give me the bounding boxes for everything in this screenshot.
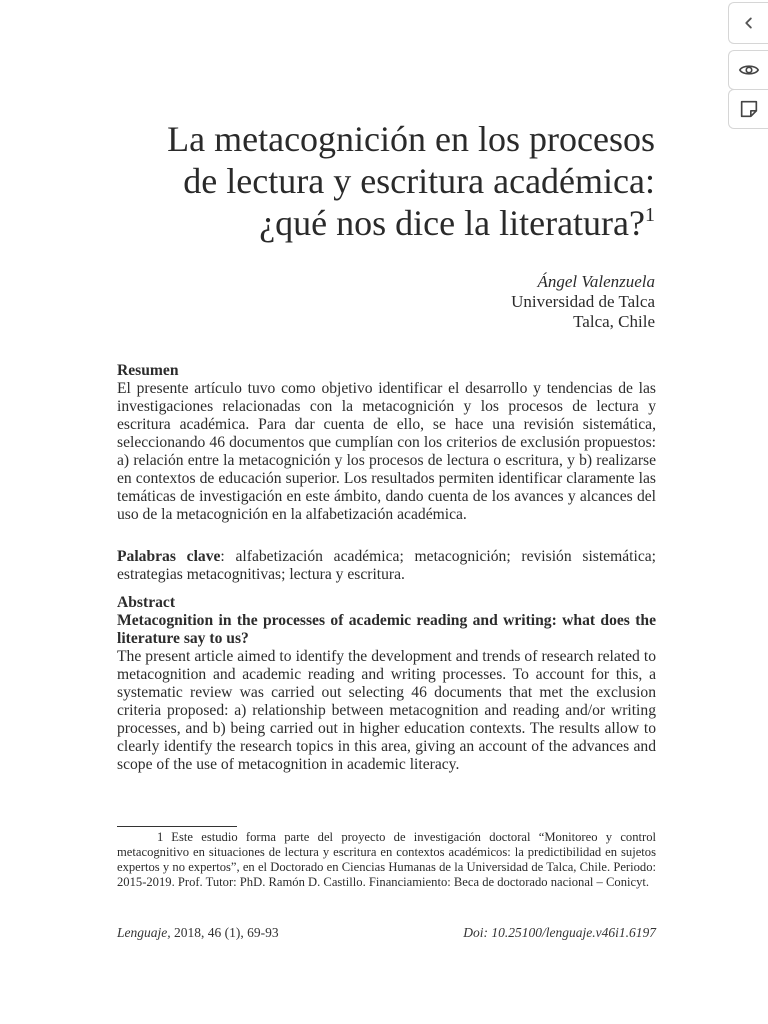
author-block [511, 272, 655, 332]
view-button[interactable] [728, 50, 768, 90]
add-note-button[interactable] [728, 89, 768, 129]
resumen-heading: Resumen [117, 362, 179, 379]
author-affiliation: Universidad de Talca [511, 292, 655, 311]
collapse-panel-button[interactable] [728, 2, 768, 44]
abstract-section [117, 594, 656, 774]
abstract-text: The present article aimed to identify the development and trends of research related to metacognition and academic reading and writing processes. To account for this, a systematic review was carried out selecting 46 documents that met the exclusion criteria proposed: a) relationship between metacognition and reading and/or writing processes, and b) being carried out in higher education contexts. The results allow to clearly identify the research topics in this area, giving an account of the advances and scope of the use of metacognition in academic literacy. [117, 648, 656, 773]
title-footnote-marker[interactable]: 1 [645, 204, 655, 226]
keywords-text: : alfabetización académica; metacognición; revisión sistemática; estrategias metacognitivas; lectura y escritura. [117, 548, 656, 583]
author-location: Talca, Chile [573, 312, 655, 331]
title-line-3: ¿qué nos dice la literatura? [259, 203, 645, 243]
chevron-left-icon [738, 12, 760, 34]
abstract-english-title: Metacognition in the processes of academic reading and writing: what does the literature say to us? [117, 612, 656, 647]
article-title [95, 118, 655, 244]
footnote-text: Este estudio forma parte del proyecto de investigación doctoral “Monitoreo y control metacognitivo en situaciones de lectura y escritura en contextos académicos: la predictibilidad en sujetos expertos y no expertos”, en el Doctorado en Ciencias Humanas de la Universidad de Talca, Chile. Periodo: 2015-2019. Prof. Tutor: PhD. Ramón D. Castillo. Financiamiento: Beca de doctorado nacional – Conicyt. [117, 830, 656, 889]
keywords-label: Palabras clave [117, 548, 221, 565]
resumen-text: El presente artículo tuvo como objetivo identificar el desarrollo y tendencias de las investigaciones relacionadas con la metacognición y los procesos de lectura y escritura académica. Para dar cuenta de ello, se hace una revisión sistemática, seleccionando 46 documentos que cumplían con los criterios de exclusión propuestos: a) relación entre la metacognición y los procesos de lectura o escritura, y b) realizarse en contextos de educación superior. Los resultados permiten identificar claramente las temáticas de investigación en este ámbito, dando cuenta de los avances y alcances del uso de la metacognición en la alfabetización académica. [117, 380, 656, 523]
title-line-2: de lectura y escritura académica: [183, 161, 655, 201]
footnote [117, 830, 656, 890]
eye-icon [738, 59, 760, 81]
abstract-heading: Abstract [117, 594, 176, 611]
page-footer [117, 925, 656, 941]
footnote-number: 1 [157, 830, 164, 844]
keywords-section [117, 548, 656, 584]
footer-journal: Lenguaje, [117, 925, 171, 940]
footnote-divider [117, 826, 237, 827]
sticky-note-icon [738, 98, 760, 120]
footer-citation [117, 925, 279, 941]
resumen-section [117, 362, 656, 524]
footer-volume: 2018, 46 (1), 69-93 [170, 925, 279, 940]
title-line-1: La metacognición en los procesos [167, 119, 655, 159]
footer-doi: Doi: 10.25100/lenguaje.v46i1.6197 [463, 925, 656, 940]
author-name: Ángel Valenzuela [537, 272, 655, 291]
